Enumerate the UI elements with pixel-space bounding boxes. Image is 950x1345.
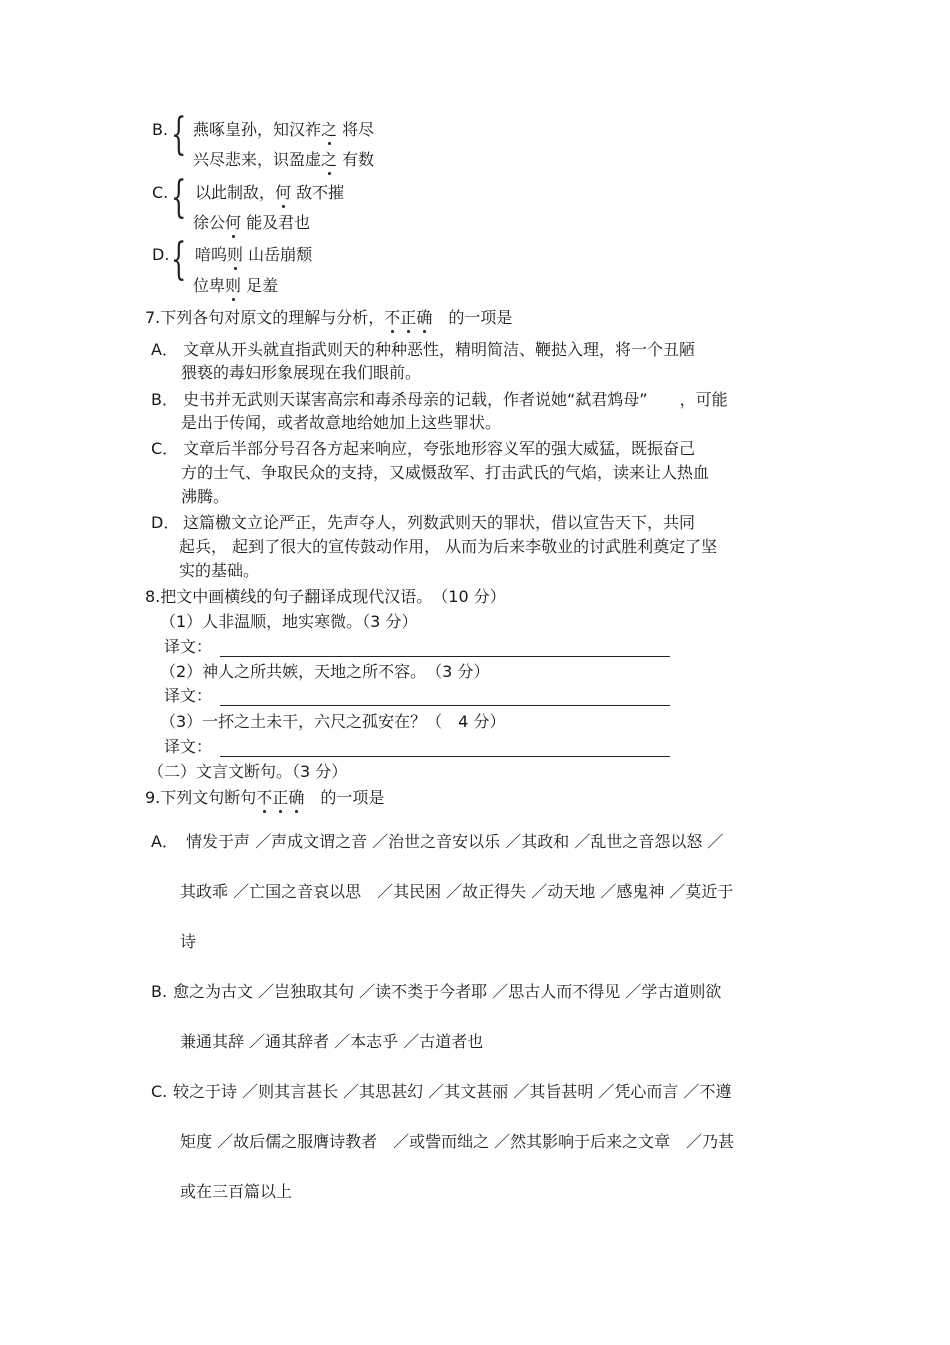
option-label: B. [151,982,168,1001]
item-text: （2）神人之所共嫉，天地之所不容。 （3 分） [160,662,490,681]
option-text: 史书并无武则天谋害高宗和毒杀母亲的记载，作者说她“弑君鸩母” ，可能 [183,390,728,409]
option-label: C. [151,1082,168,1101]
option-label: D. [152,245,170,264]
q8-stem: 8.把文中画横线的句子翻译成现代汉语。 （10 分） [145,587,506,606]
option-text: 矩度 ／故后儒之服膺诗教者 ／或訾而绌之 ／然其影响于后来之文章 ／乃甚 [180,1132,735,1151]
option-text: 较之于诗 ／则其言甚长 ／其思甚幻 ／其文甚丽 ／其旨甚明 ／凭心而言 ／不遵 [173,1082,732,1101]
answer-label: 译文： [164,737,213,756]
option-line-2: 位卑则 足羞 [193,276,279,295]
answer-line[interactable] [220,687,670,706]
brace-icon: { [171,109,187,160]
option-label: C. [152,183,169,202]
option-text: 情发于声 ／声成文谓之音 ／治世之音安以乐 ／其政和 ／乱世之音怨以怒 ／ [186,832,724,851]
option-text: 是出于传闻，或者故意地给她加上这些罪状。 [181,413,502,432]
answer-line[interactable] [220,638,670,657]
option-line-1: 喑呜则 山岳崩颓 [195,245,313,264]
q9-stem: 9.下列文句断句不正确 的一项是 [145,788,385,807]
option-text: 其政乖 ／亡国之音哀以思 ／其民困 ／故正得失 ／动天地 ／感鬼神 ／莫近于 [180,882,734,901]
option-text: 或在三百篇以上 [180,1182,293,1201]
option-text: 愈之为古文 ／岂独取其句 ／读不类于今者耶 ／思古人而不得见 ／学古道则欲 [173,982,722,1001]
answer-label: 译文： [164,637,213,656]
option-label: B． [151,390,178,409]
option-text: 文章从开头就直指武则天的种种恶性，精明简洁、鞭挞入理，将一个丑陋 [183,340,696,359]
option-line-2: 兴尽悲来，识盈虚之 有数 [193,150,375,169]
item-text: （1）人非温顺，地实寒微。（3 分） [160,612,418,631]
answer-line[interactable] [220,738,670,757]
option-label: A． [151,832,178,851]
option-label: B. [152,120,169,139]
brace-icon: { [171,172,187,223]
option-text: 起兵， 起到了很大的宣传鼓动作用， 从而为后来李敬业的讨武胜利奠定了坚 [179,537,718,556]
answer-label: 译文： [164,686,213,705]
option-line-1: 以此制敌，何 敌不摧 [195,183,345,202]
option-line-2: 徐公何 能及君也 [193,213,311,232]
option-text: 猥亵的毒妇形象展现在我们眼前。 [181,363,422,382]
option-text: 这篇檄文立论严正，先声夺人，列数武则天的罪状，借以宣告天下，共同 [183,513,696,532]
emphasis-text: 不正确 [256,788,305,807]
option-text: 文章后半部分号召各方起来响应，夸张地形容义军的强大威猛，既振奋己 [183,439,696,458]
option-text: 实的基础。 [179,561,260,580]
option-line-1: 燕啄皇孙，知汉祚之 将尽 [193,120,375,139]
option-text: 兼通其辞 ／通其辞者 ／本志乎 ／古道者也 [180,1032,484,1051]
option-text: 诗 [180,932,197,951]
q7-stem: 7.下列各句对原文的理解与分析，不正确 的一项是 [145,308,513,327]
section-title: （二）文言文断句。（3 分） [148,762,348,781]
emphasis-text: 不正确 [384,308,433,327]
option-label: A． [151,340,178,359]
option-text: 沸腾。 [181,487,230,506]
item-text: （3）一抔之土未干，六尺之孤安在？（ 4 分） [160,712,506,731]
option-text: 方的士气、争取民众的支持，又威慑敌军、打击武氏的气焰，读来让人热血 [181,463,710,482]
option-label: C． [151,439,179,458]
option-label: D． [151,513,180,532]
brace-icon: { [171,234,187,285]
